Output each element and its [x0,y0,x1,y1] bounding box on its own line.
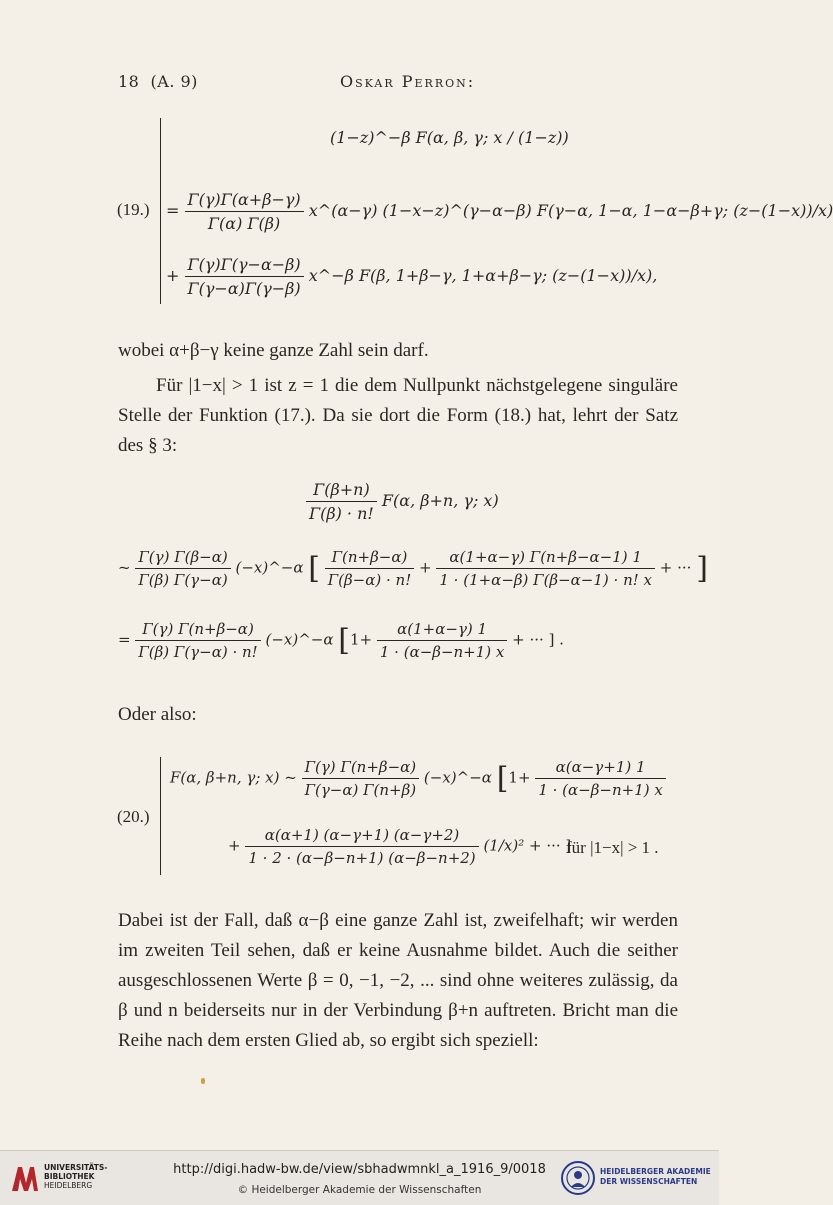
display1-line3: = $\frac{\Gamma(\gamma) \Gamma(n+\beta-\alpha)}{\Gamma(\beta) \Gamma(\gamma-\alpha) \cdot n!}$ (−x)^−α [1+ $\frac{\alpha(1+\alpha-\gamma) 1}{1 \cdot (\alpha-\beta-n+1) x}$ + ··· ] . [118,620,564,661]
academy-name-text: HEIDELBERGER AKADEMIE DER WISSENSCHAFTEN [600,1167,711,1186]
display1-l2-t1-num: Γ(n+β−α) [325,548,414,569]
eq20-l1-pow: (−x)^−α [423,768,492,787]
eq19-line1: (1−z)^−β F(α, β, γ; x / (1−z)) [330,128,569,147]
eq20-l2-pow: (1/x)² [483,836,525,855]
page-number-and-section: 18 (A. 9) [118,72,198,91]
footer-bar [0,1150,719,1205]
display1-l2-pow: (−x)^−α [235,558,304,577]
eq20-l2-t-den: 1 · 2 · (α−β−n+1) (α−β−n+2) [248,849,476,867]
eq19-line3-coef-den: Γ(γ−α)Γ(γ−β) [187,279,301,298]
display1-l2-tail: + ··· [659,558,692,577]
eq20-line1: F(α, β+n, γ; x) ~ $\frac{\Gamma(\gamma) \Gamma(n+\beta-\alpha)}{\Gamma(\gamma-\alpha) \Gamma(n+\beta)}$ (−x)^−α [1+ $\frac{\alpha(\alpha-\gamma+1) 1}{1 \cdot (\alpha-\beta-n+1) x}$ [170,758,666,799]
document-url-link[interactable]: http://digi.hadw-bw.de/view/sbhadwmnkl_a_1916_9/0018 [173,1162,546,1177]
eq19-line3-rest: x^−β F(β, 1+β−γ, 1+α+β−γ; (z−(1−x))/x), [308,266,658,285]
ink-spot [201,1078,205,1084]
eq20-l2-t-num: α(α+1) (α−γ+1) (α−γ+2) [245,826,478,847]
eq19-line3-coef-num: Γ(γ)Γ(γ−α−β) [185,255,304,277]
eq20-l1-coef-den: Γ(γ−α) Γ(n+β) [304,781,417,799]
display1-l3-coef-den: Γ(β) Γ(γ−α) · n! [138,643,258,661]
display1-lhs-den: Γ(β) · n! [309,504,374,523]
display1-lhs [306,480,499,523]
display1-l2-coef-den: Γ(β) Γ(γ−α) [138,571,228,589]
display1-l2-t2-num: α(1+α−γ) Γ(n+β−α−1) 1 [436,548,655,569]
equation-19-brace [160,118,161,304]
equation-19-number: (19.) [117,200,150,219]
display1-line2: ~ $\frac{\Gamma(\gamma) \Gamma(\beta-\alpha)}{\Gamma(\beta) \Gamma(\gamma-\alpha)}$ (−x)^−α [ $\frac{\Gamma(n+\beta-\alpha)}{\Gamma(\beta-\alpha) \cdot n!}$ + $\frac{\alpha(1+\alpha-\gamma) \Gamma(n+\beta-\alpha-1) 1}{1 \cdot (1+\alpha-\beta) \Gamma(\beta-\alpha-1) \cdot n! x}$ + ··· ] [118,548,708,589]
equation-20-brace [160,757,161,875]
eq20-condition: für |1−x| > 1 . [566,838,659,857]
eq20-l1-coef-num: Γ(γ) Γ(n+β−α) [302,758,420,779]
display1-l3-coef-num: Γ(γ) Γ(n+β−α) [135,620,260,641]
display1-l3-pow: (−x)^−α [265,630,334,649]
display1-l3-t-den: 1 · (α−β−n+1) x [379,643,505,661]
display1-l3-tail: + ··· ] . [512,630,564,649]
display1-lhs-rest: F(α, β+n, γ; x) [381,491,499,510]
display1-l2-t1-den: Γ(β−α) · n! [327,571,412,589]
eq20-l1-lhs: F(α, β+n, γ; x) ~ [170,768,297,787]
running-title: Oskar Perron: [340,72,476,91]
eq19-line2-coef-num: Γ(γ)Γ(α+β−γ) [185,190,304,212]
paragraph-2: Für |1−x| > 1 ist z = 1 die dem Nullpunkt nächstgelegene singuläre Stelle der Funktion (17.). Da sie dort die Form (18.) hat, lehrt der Satz des § 3: [118,375,678,456]
eq20-l1-t-num: α(α−γ+1) 1 [535,758,666,779]
display1-l3-t-num: α(1+α−γ) 1 [377,620,508,641]
paragraph-3: Oder also: [118,704,197,725]
eq19-line3: + $\frac{\Gamma(\gamma)\Gamma(\gamma-\alpha-\beta)}{\Gamma(\gamma-\alpha)\Gamma(\gamma-\beta)}$ x^−β F(β, 1+β−γ, 1+α+β−γ; (z−(1−x))/x), [166,255,658,298]
eq20-l1-t-den: 1 · (α−β−n+1) x [538,781,663,799]
eq20-l2-tail: + ··· ] [529,836,572,855]
display1-l2-coef-num: Γ(γ) Γ(β−α) [135,548,230,569]
paragraph-4: Dabei ist der Fall, daß α−β eine ganze Zahl ist, zweifelhaft; wir werden im zweiten Teil sehen, daß er keine Ausnahme bildet. Auch die seither ausgeschlossenen Werte β = 0, −1, −2, ... sind ohne weiteres zulässig, da β und n beiderseits nur in der Verbindung β+n auftreten. Bricht man die Reihe nach dem ersten Glied ab, so ergibt sich speziell: [118,910,678,1051]
paragraph-1: wobei α+β−γ keine ganze Zahl sein darf. [118,340,429,361]
university-library-text: UNIVERSITÄTS- BIBLIOTHEK HEIDELBERG [44,1163,108,1190]
eq19-line2: = $\frac{\Gamma(\gamma)\Gamma(\alpha+\beta-\gamma)}{\Gamma(\alpha) \Gamma(\beta)}$ x^(α−γ) (1−x−z)^(γ−α−β) F(γ−α, 1−α, 1−α−β+γ; (z−(1−x))/x) [166,190,833,233]
eq20-line2: + $\frac{\alpha(\alpha+1) (\alpha-\gamma+1) (\alpha-\gamma+2)}{1 \cdot 2 \cdot (\alpha-\beta-n+1) (\alpha-\beta-n+2)}$ (1/x)² + ··· ] [228,826,572,867]
copyright-text: © Heidelberger Akademie der Wissenschaften [237,1184,482,1196]
academy-seal-icon [560,1160,596,1196]
display1-l2-t2-den: 1 · (1+α−β) Γ(β−α−1) · n! x [439,571,652,589]
equation-20-number: (20.) [117,807,150,826]
display1-lhs-num: Γ(β+n) [306,480,377,502]
eq19-line2-coef-den: Γ(α) Γ(β) [207,214,281,233]
eq19-line2-rest: x^(α−γ) (1−x−z)^(γ−α−β) F(γ−α, 1−α, 1−α−β+γ; (z−(1−x))/x) [308,201,833,220]
